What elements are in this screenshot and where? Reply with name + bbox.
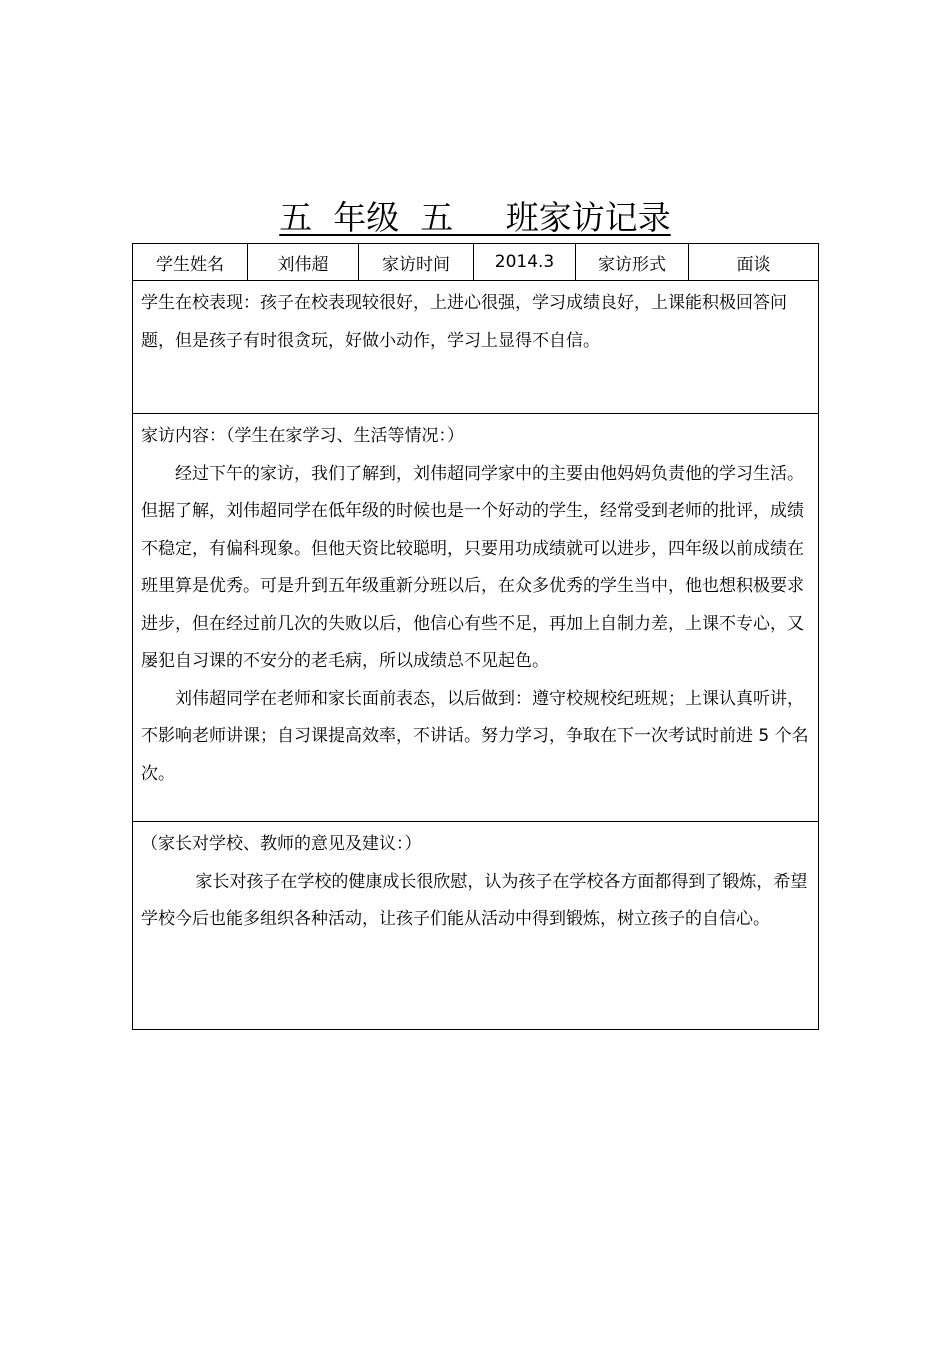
- visit-content-row: [133, 414, 819, 822]
- page-title: 五 年级 五 班家访记录: [279, 198, 671, 237]
- parent-feedback-row: [133, 822, 819, 1030]
- visit-content-heading: 家访内容：（学生在家学习、生活等情况：）: [141, 426, 464, 446]
- header-row: [133, 244, 819, 281]
- student-name-value: 刘伟超: [248, 244, 359, 281]
- visit-form-label: 家访形式: [576, 244, 689, 281]
- parent-feedback-paragraph: 家长对孩子在学校的健康成长很欣慰，认为孩子在学校各方面都得到了锻炼，希望学校今后也能多组织各种活动，让孩子们能从活动中得到锻炼，树立孩子的自信心。: [141, 871, 808, 929]
- school-performance-text: 孩子在校表现较很好，上进心很强，学习成绩良好，上课能积极回答问题，但是孩子有时很贪玩，好做小动作，学习上显得不自信。: [141, 293, 787, 351]
- home-visit-record-table: [132, 243, 819, 1030]
- school-performance-label: 学生在校表现：: [141, 293, 260, 313]
- visit-content-paragraph-1: 经过下午的家访，我们了解到，刘伟超同学家中的主要由他妈妈负责他的学习生活。但据了解，刘伟超同学在低年级的时候也是一个好动的学生，经常受到老师的批评，成绩不稳定，有偏科现象。但他天资比较聪明，只要用功成绩就可以进步，四年级以前成绩在班里算是优秀。可是升到五年级重新分班以后，在众多优秀的学生当中，他也想积极要求进步，但在经过前几次的失败以后，他信心有些不足，再加上自制力差，上课不专心，又屡犯自习课的不安分的老毛病，所以成绩总不见起色。: [141, 463, 804, 671]
- school-performance-row: [133, 281, 819, 414]
- visit-form-value: 面谈: [689, 244, 819, 281]
- visit-content-paragraph-2: 刘伟超同学在老师和家长面前表态，以后做到：遵守校规校纪班规；上课认真听讲，不影响老师讲课；自习课提高效率，不讲话。努力学习，争取在下一次考试时前进 5 个名次。: [141, 688, 809, 784]
- parent-feedback-heading: （家长对学校、教师的意见及建议：）: [141, 834, 422, 854]
- school-performance-cell: [133, 281, 818, 360]
- visit-time-label: 家访时间: [359, 244, 474, 281]
- visit-time-value: 2014.3: [474, 244, 576, 281]
- student-name-label: 学生姓名: [133, 244, 248, 281]
